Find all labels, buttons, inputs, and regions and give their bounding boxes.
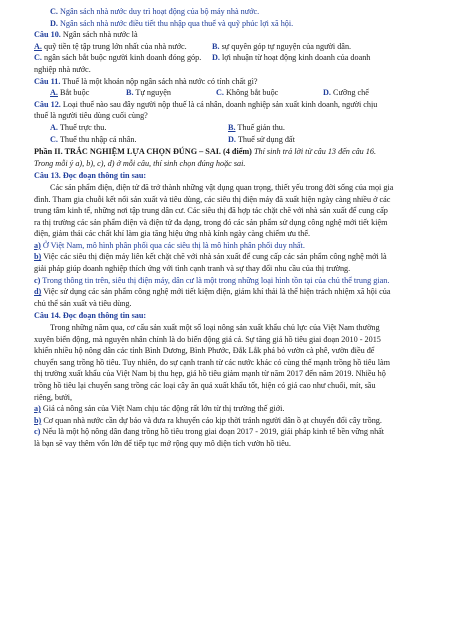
q13-statement-d: d) Việc sử dụng các sản phẩm công nghệ mới tiết kiệm điện, giảm khí thải là thể hiện trách nhiệm xã hội của xyxy=(34,287,391,297)
q14-statement-c: c) Nếu là một hộ nông dân đang trồng hồ tiêu trong giai đoạn 2017 - 2019, giải pháp kinh tế bền vững nhất xyxy=(34,427,385,437)
q13-statement-a: a) Ở Việt Nam, mô hình phân phối qua các siêu thị là mô hình phân phối duy nhất. xyxy=(34,240,305,250)
q14-statement-c-cont: là bạn sẽ vay thêm vốn lớn để tiếp tục mở rộng quy mô diện tích vườn hồ tiêu. xyxy=(34,438,291,448)
q13-para-line: Các sản phẩm điện, điện tử đã trở thành những vật dụng quan trọng, thiết yếu trong đời sống của mọi gia xyxy=(50,182,394,192)
q12-option-d: D. Thuế sử dụng đất xyxy=(228,134,295,144)
q10-option-c: C. ngân sách bắt buộc người kinh doanh đóng góp. xyxy=(34,53,202,63)
q13-statement-c: c) Trong thông tin trên, siêu thị điện máy, dân cư là một trong những loại hình tồn tại của chủ thể trung gian. xyxy=(34,275,390,285)
q13-para-line: điện, giảm thải các chất khí làm gia tăng hiệu ứng nhà kính ngày càng chiếm ưu thế. xyxy=(34,229,311,239)
q11-option-a: A. Bắt buộc xyxy=(50,88,90,98)
q10-option-d: D. lợi nhuận từ hoạt động kinh doanh của doanh xyxy=(212,53,371,63)
q12-option-c: C. Thuế thu nhập cá nhân. xyxy=(50,134,137,144)
q14-para-line: thị trường xuất khẩu của Việt Nam bị thu hẹp, giá hồ tiêu giảm mạnh từ năm 2017 đến năm 2019. Nhiều hộ xyxy=(34,369,386,379)
q12-option-a: A. Thuế trực thu. xyxy=(50,122,107,132)
q13-para-line: đình. Tham gia chuỗi kết nối sản xuất và tiêu dùng, các siêu thị điện máy đã xuất hiện ngày càng nhiều ở các xyxy=(34,194,391,204)
question-14: Câu 14. Đọc đoạn thông tin sau: xyxy=(34,311,147,321)
part-2-heading: Phần II. TRẮC NGHIỆM LỰA CHỌN ĐÚNG – SAI. (4 điểm) Thí sinh trả lời từ câu 13 đến câu 16. xyxy=(34,147,377,157)
question-13: Câu 13. Đọc đoạn thông tin sau: xyxy=(34,171,147,181)
q13-statement-d-cont: chủ thể sản xuất và tiêu dùng. xyxy=(34,298,132,308)
option-d-prev: D. Ngân sách nhà nước điều tiết thu nhập qua thuế và quỹ phúc lợi xã hội. xyxy=(50,18,294,28)
q10-options xyxy=(34,41,416,64)
q14-para-line: Trong những năm qua, cơ cấu sản xuất một số loại nông sản xuất khẩu chủ lực của Việt Nam thường xyxy=(50,323,380,333)
q10-option-b: B. sự quyên góp tự nguyện của người dân. xyxy=(212,41,352,51)
q13-statement-b-cont: giải pháp giúp doanh nghiệp thích ứng với tình cạnh tranh và sự thay đổi nhu cầu của thị trường. xyxy=(34,264,351,274)
q14-para-line: chuyển sang trồng hồ tiêu. Tuy nhiên, do sự cạnh tranh từ các nước khác có cùng thế mạnh trồng hồ tiêu làm xyxy=(34,357,390,367)
q11-option-b: B. Tự nguyện xyxy=(126,88,172,98)
q10-option-a: A. quỹ tiền tệ tập trung lớn nhất của nhà nước. xyxy=(34,41,187,51)
option-c-prev: C. Ngân sách nhà nước duy trì hoạt động của bộ máy nhà nước. xyxy=(50,7,260,16)
q13-statement-b: b) Việc các siêu thị điện máy liên kết chặt chẽ với nhà sản xuất để cung cấp các sản phẩm công nghệ mới là xyxy=(34,252,387,262)
question-12: Câu 12. Loại thuế nào sau đây người nộp thuế là cá nhân, doanh nghiệp sản xuất kinh doanh, người chịu xyxy=(34,99,378,109)
q14-statement-b: b) Cơ quan nhà nước cần dự báo và đưa ra khuyến cáo kịp thời tránh người dân ồ ạt chuyển đổi cây trồng. xyxy=(34,415,382,425)
q10-option-d-continued: nghiệp nhà nước. xyxy=(34,64,91,74)
q14-para-line: riêng, bưởi, xyxy=(34,392,73,402)
part-2-instruction: Trong mỗi ý a), b), c), d) ở mỗi câu, thí sinh chọn đúng hoặc sai. xyxy=(34,158,246,168)
q12-option-b: B. Thuế gián thu. xyxy=(228,122,285,132)
question-12-cont: thuế là người tiêu dùng cuối cùng? xyxy=(34,111,148,121)
q13-para-line: trung tâm kinh tế, những nơi tập trung dân cư. Các siêu thị đã hợp tác chặt chẽ với nhà sản xuất để cung cấp xyxy=(34,206,388,216)
q11-options xyxy=(34,87,416,99)
q14-para-line: trồng hồ tiêu lại chuyển sang trồng các loại cây ăn quả xuất khẩu tốt, hiện có giá cao như chuối, mít, sầu xyxy=(34,381,376,390)
q14-para-line: khiến nhiều hộ nông dân các tỉnh Bình Dương, Bình Phước, Đắk Lắk phá bỏ vườn cà phê, vườn điều để xyxy=(34,346,375,356)
q13-para-line: ra thị trường các sản phẩm điện và điện tử đa dạng, trong đó các sản phẩm sử dụng công nghệ mới tiết kiệm xyxy=(34,217,388,227)
q14-para-line: xuyên biến động, mà nguyên nhân chính là do biến động giá cả. Sự tăng giá hồ tiêu giai đoạn 2010 - 2015 xyxy=(34,334,381,344)
question-11: Câu 11. Thuế là một khoản nộp ngân sách nhà nước có tính chất gì? xyxy=(34,76,258,86)
q14-statement-a: a) Giá cả nông sản của Việt Nam chịu tác động rất lớn từ thị trường thế giới. xyxy=(34,404,285,414)
question-10: Câu 10. Ngân sách nhà nước là xyxy=(34,30,138,40)
q11-option-d: D. Cưỡng chế xyxy=(323,88,369,98)
q12-options xyxy=(34,122,416,145)
q11-option-c: C. Không bắt buộc xyxy=(216,88,279,98)
